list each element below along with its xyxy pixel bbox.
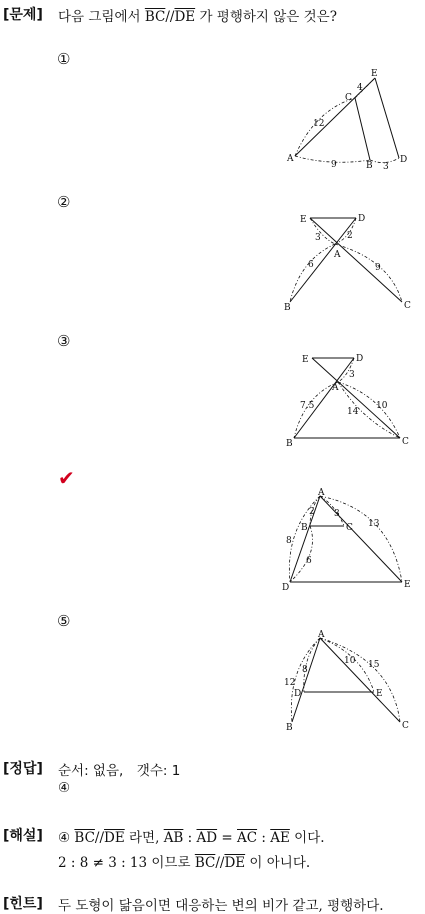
option-2-length-3: 6: [308, 260, 314, 270]
option-2-label-c: C: [404, 301, 411, 311]
option-4-label-c: C: [346, 523, 353, 533]
option-2-length-1: 3: [315, 233, 321, 243]
option-4-length-2: 3: [334, 509, 340, 519]
explanation-line-2: 2 : 8 ≠ 3 : 13 이므로 $\overline{BC}//\overline{DE}$ 이 아니다.: [58, 855, 311, 871]
option-4-label-d: D: [282, 583, 290, 593]
option-3-length-2: 7.5: [300, 401, 315, 411]
option-5-label-e: E: [376, 689, 383, 699]
option-5-figure: [282, 630, 415, 733]
option-2-label-e: E: [300, 215, 307, 225]
option-1-label-c: C: [345, 93, 352, 103]
option-1-label-a: A: [287, 154, 294, 164]
option-5-label-a: A: [318, 630, 325, 640]
option-5-label-c: C: [402, 721, 409, 731]
option-3-length-3: 14: [347, 407, 359, 417]
option-1-length-4: 3: [383, 162, 389, 172]
option-3-marker[interactable]: ③: [57, 332, 71, 350]
option-2-marker[interactable]: ②: [57, 193, 71, 211]
option-3-length-4: 10: [376, 401, 388, 411]
option-2-label-d: D: [358, 214, 366, 224]
option-1-marker[interactable]: ①: [57, 50, 71, 68]
option-4-length-5: 6: [306, 556, 312, 566]
hint-tag: [힌트]: [3, 896, 43, 912]
option-3-figure: [282, 350, 415, 450]
option-4-label-b: B: [301, 523, 308, 533]
option-1-label-e: E: [371, 69, 378, 79]
option-2-length-4: 9: [375, 263, 381, 273]
option-3-length-1: 3: [349, 370, 355, 380]
option-3-label-d: D: [356, 354, 364, 364]
option-3-label-c: C: [402, 437, 409, 447]
option-3-label-b: B: [286, 439, 293, 449]
answer-order-count: 순서: 없음, 갯수: 1: [58, 763, 181, 779]
option-3-label-e: E: [302, 355, 309, 365]
question-text: 다음 그림에서 $\overline{BC}//\overline{DE}$ 가 평행하지 않은 것은?: [58, 9, 337, 25]
answer-tag: [정답]: [3, 761, 43, 777]
segment-de: $\overline{DE}$: [174, 9, 196, 25]
option-3-label-a: A: [332, 383, 339, 393]
question-tag: [문제]: [3, 7, 43, 23]
option-2-length-2: 2: [347, 231, 353, 241]
explanation-tag: [해설]: [3, 828, 43, 844]
option-1-length-1: 12: [313, 119, 325, 129]
option-5-marker[interactable]: ⑤: [57, 612, 71, 630]
option-4-length-1: 2: [309, 507, 315, 517]
option-4-figure: [280, 490, 415, 592]
option-1-label-b: B: [366, 161, 373, 171]
option-5-length-2: 12: [284, 678, 296, 688]
option-5-label-b: B: [286, 723, 293, 733]
option-5-length-3: 10: [344, 656, 356, 666]
option-1-length-3: 9: [331, 160, 337, 170]
option-5-length-1: 8: [302, 665, 308, 675]
explanation-line-1: ④ $\overline{BC}//\overline{DE}$ 라면, $\overline{AB}$ : $\overline{AD} = \overline{AC}$ : $\overline{AE}$ 이다.: [58, 830, 325, 846]
option-4-length-3: 13: [368, 519, 380, 529]
option-2-label-b: B: [284, 303, 291, 313]
option-1-figure: [285, 70, 415, 170]
hint-text: 두 도형이 닮음이면 대응하는 변의 비가 같고, 평행하다.: [58, 898, 384, 914]
option-4-length-4: 8: [286, 536, 292, 546]
option-2-label-a: A: [334, 250, 341, 260]
option-4-label-e: E: [404, 580, 411, 590]
option-1-length-2: 4: [357, 83, 363, 93]
segment-bc: $\overline{BC}$: [144, 9, 166, 25]
option-4-check-icon[interactable]: ✔: [58, 466, 75, 490]
option-5-length-4: 15: [368, 660, 380, 670]
option-1-label-d: D: [400, 155, 408, 165]
answer-value: ④: [58, 780, 71, 796]
option-5-label-d: D: [294, 689, 302, 699]
option-4-label-a: A: [318, 488, 325, 498]
option-2-figure: [280, 210, 415, 312]
